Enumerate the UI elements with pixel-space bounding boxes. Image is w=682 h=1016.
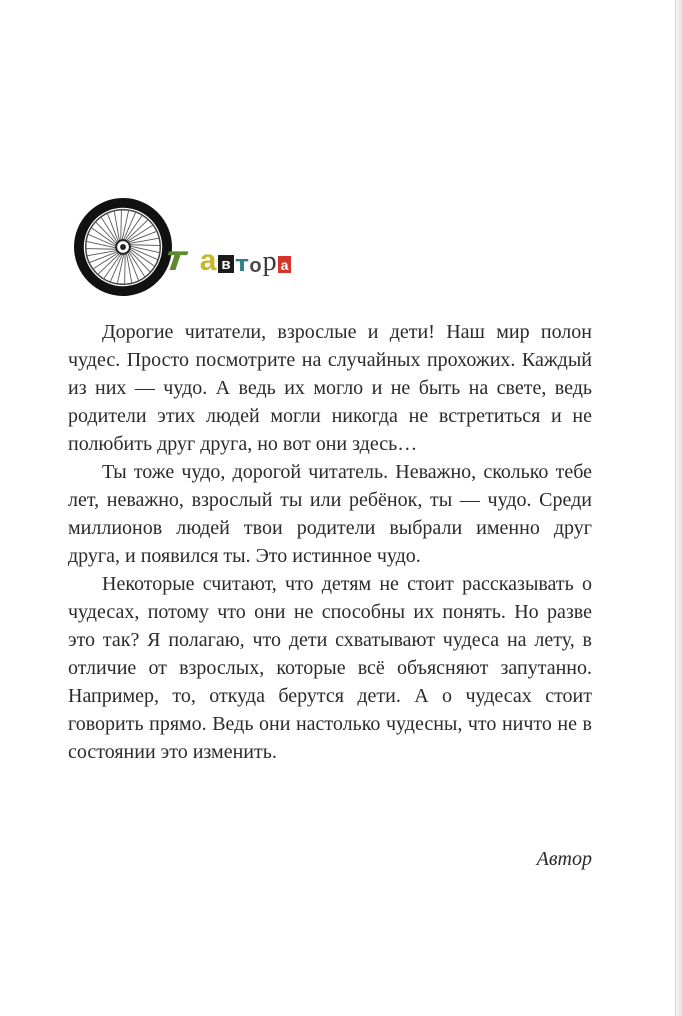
paragraph: Ты тоже чудо, дорогой читатель. Неважно, сколько тебе лет, неважно, взрослый ты или ребёнок, ты — чудо. Среди миллионов людей твои родители выбрали именно друг друга, и появился ты. Это истинное чудо. <box>68 461 592 567</box>
paragraph: Дорогие читатели, взрослые и дети! Наш мир полон чудес. Просто посмотрите на случайных прохожих. Каждый из них — чудо. А ведь их могло и не быть на свете, ведь родители этих людей могли никогда не встретиться и не полюбить друг друга, но вот они здесь… <box>68 321 592 455</box>
paragraph: Некоторые считают, что детям не стоит рассказывать о чудесах, потому что они не способны их понять. Но разве это так? Я полагаю, что дети схватывают чудеса на лету, в отличие от взрослых, которые всё объясняют запутанно. Например, то, откуда берутся дети. А о чудесах стоит говорить прямо. Ведь они настолько чудесны, что ничто не в состоянии это изменить. <box>68 573 592 763</box>
body-text <box>68 318 592 766</box>
chapter-heading <box>74 198 374 296</box>
heading-letter: р <box>262 246 277 277</box>
bicycle-wheel-icon <box>74 198 172 296</box>
author-signature: Автор <box>536 848 592 870</box>
heading-letter: о <box>249 255 262 277</box>
heading-letter: а <box>278 256 292 273</box>
page-edge <box>675 0 682 1016</box>
heading-letter: а <box>199 244 217 277</box>
heading-letter: т <box>163 239 189 279</box>
heading-title <box>163 236 291 279</box>
heading-letter: т <box>235 252 249 277</box>
heading-letter: в <box>218 255 233 273</box>
